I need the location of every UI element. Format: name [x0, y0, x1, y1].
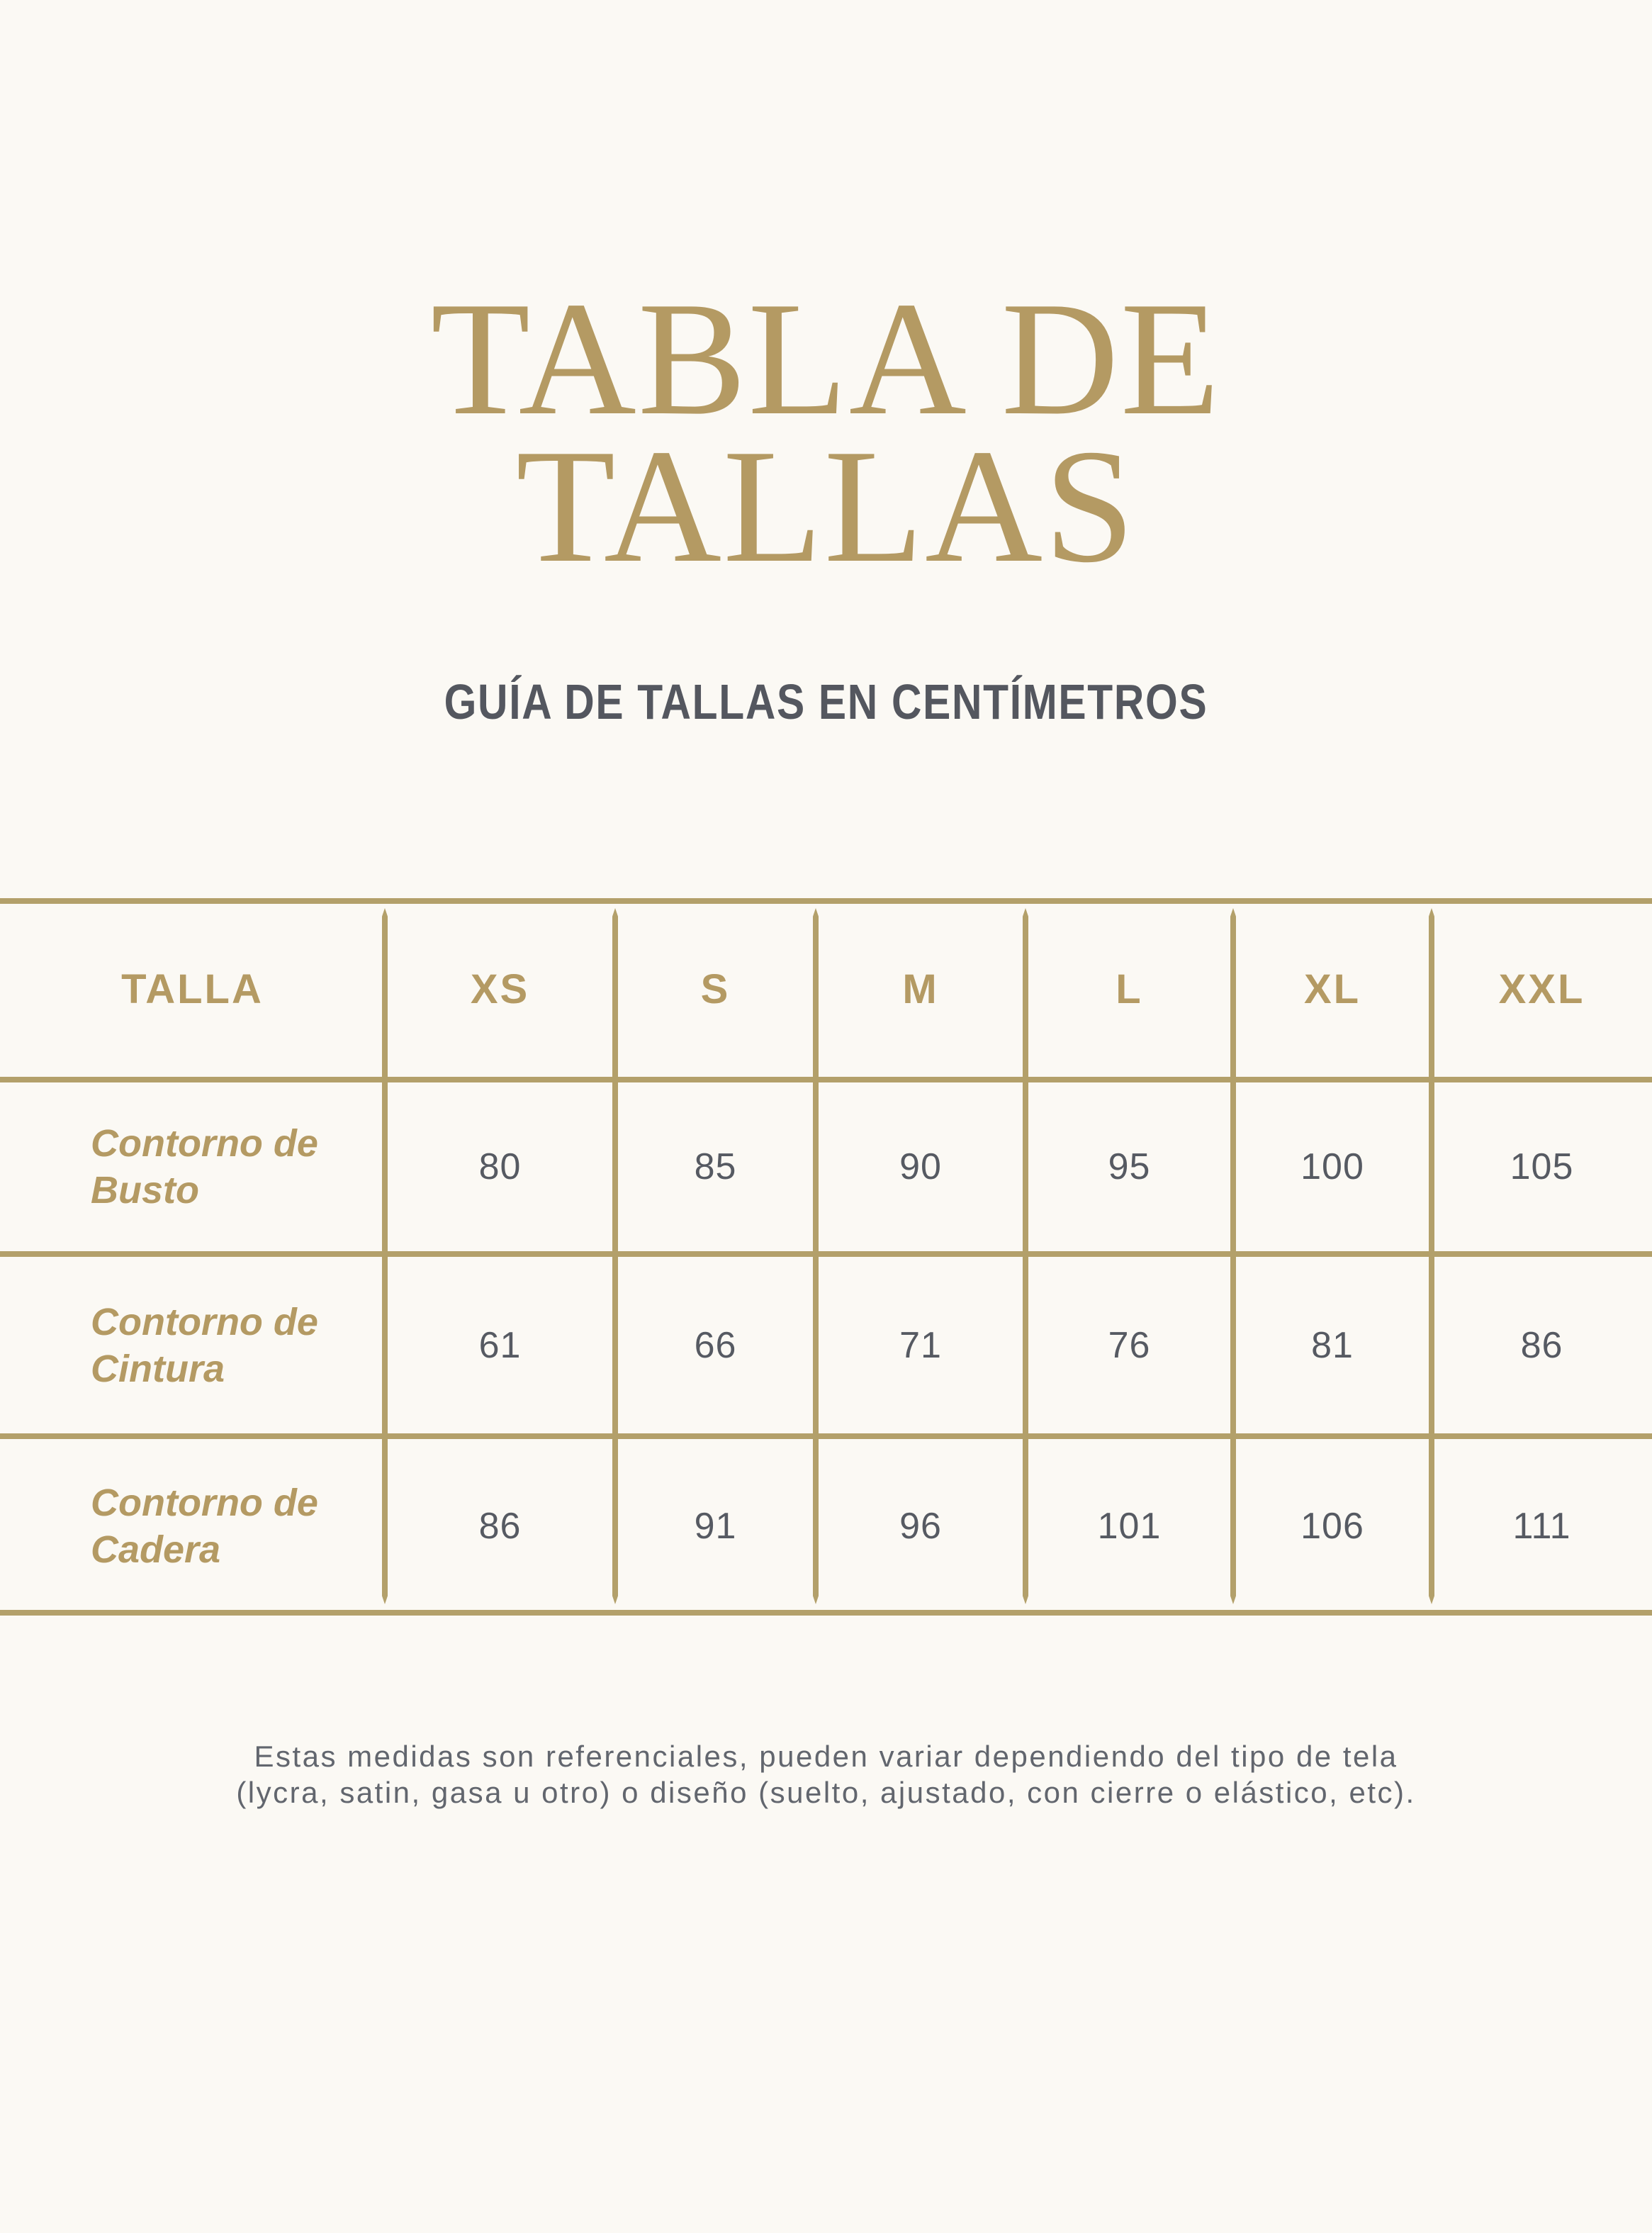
page-subtitle: GUÍA DE TALLAS EN CENTÍMETROS	[444, 674, 1208, 729]
page-title-line-1: TABLA DE	[430, 268, 1222, 449]
busto-xs: 80	[478, 1146, 522, 1187]
cadera-xxl: 111	[1512, 1505, 1571, 1547]
busto-m: 90	[899, 1146, 942, 1187]
size-table-grid	[0, 898, 1652, 1616]
column-header-xs: XS	[470, 966, 530, 1012]
column-header-talla: TALLA	[121, 966, 264, 1012]
page-title	[0, 268, 1652, 596]
subtitle-container	[0, 673, 1652, 730]
cadera-xl: 106	[1300, 1505, 1364, 1547]
busto-xl: 100	[1300, 1146, 1364, 1187]
row-label-busto: Contorno de Busto	[91, 1122, 318, 1211]
cintura-xs: 61	[478, 1324, 522, 1366]
cadera-xs: 86	[478, 1505, 522, 1547]
cintura-s: 66	[694, 1324, 737, 1366]
column-header-xl: XL	[1303, 966, 1361, 1012]
busto-l: 95	[1108, 1146, 1151, 1187]
busto-s: 85	[694, 1146, 737, 1187]
disclaimer-line-1: Estas medidas son referenciales, pueden variar dependiendo del tipo de tela	[254, 1740, 1398, 1773]
column-header-m: M	[902, 966, 939, 1012]
cintura-xxl: 86	[1520, 1324, 1563, 1366]
cadera-m: 96	[899, 1505, 942, 1547]
row-label-cintura: Contorno de Cintura	[91, 1300, 318, 1390]
cintura-xl: 81	[1311, 1324, 1354, 1366]
column-header-s: S	[700, 966, 731, 1012]
disclaimer-line-2: (lycra, satin, gasa u otro) o diseño (suelto, ajustado, con cierre o elástico, etc).	[236, 1776, 1416, 1809]
cadera-s: 91	[694, 1505, 737, 1547]
size-table	[0, 898, 1652, 1616]
busto-xxl: 105	[1510, 1146, 1574, 1187]
column-header-l: L	[1116, 966, 1143, 1012]
cintura-l: 76	[1108, 1324, 1151, 1366]
cintura-m: 71	[899, 1324, 942, 1366]
page-title-line-2: TALLAS	[515, 415, 1137, 596]
row-label-cadera: Contorno de Cadera	[91, 1481, 318, 1571]
disclaimer-note	[0, 1738, 1652, 1811]
cadera-l: 101	[1097, 1505, 1162, 1547]
column-header-xxl: XXL	[1498, 966, 1585, 1012]
